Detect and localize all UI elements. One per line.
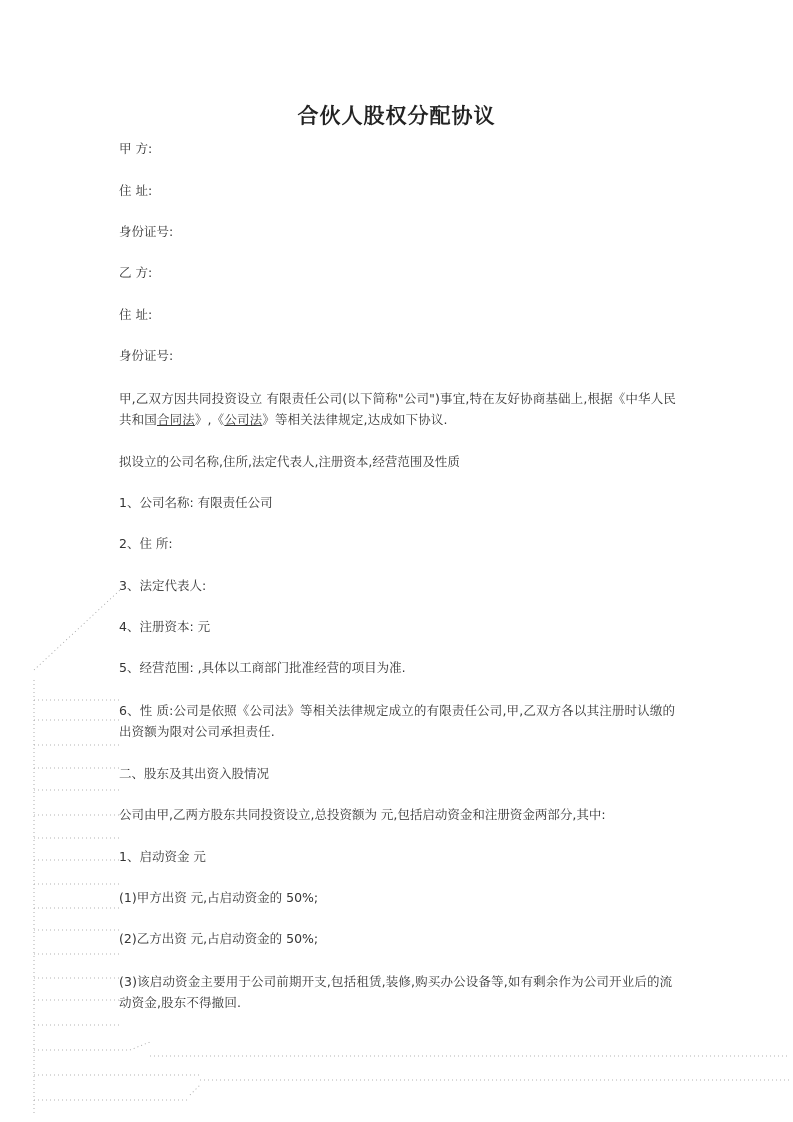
contract-law-link[interactable]: 合同法	[156, 412, 195, 427]
item-nature: 6、性 质:公司是依照《公司法》等相关法律规定成立的有限责任公司,甲,乙双方各以其注册时认缴的出资额为限对公司承担责任.	[119, 703, 676, 739]
preamble-text-1: 甲,乙双方因共同投资设立 有限责任公司(以下简称"公司")事宜,特在友好协商基础上,根据《中华人民共和国	[119, 391, 676, 427]
startup-party-b: (2)乙方出资 元,占启动资金的 50%;	[119, 931, 319, 946]
item-domicile: 2、住 所:	[119, 536, 173, 551]
dot-diagonal	[34, 590, 120, 670]
startup-party-a: (1)甲方出资 元,占启动资金的 50%;	[119, 890, 319, 905]
item-legal-rep: 3、法定代表人:	[119, 578, 207, 593]
item-scope: 5、经营范围: ,具体以工商部门批准经营的项目为准.	[119, 660, 406, 675]
party-b-label: 乙 方:	[119, 265, 153, 280]
document-title: 合伙人股权分配协议	[297, 103, 496, 128]
party-b-id: 身份证号:	[119, 348, 174, 363]
party-b-address: 住 址:	[119, 307, 153, 322]
investment-intro: 公司由甲,乙两方股东共同投资设立,总投资额为 元,包括启动资金和注册资金两部分,其中:	[119, 807, 606, 822]
company-law-link[interactable]: 公司法	[224, 412, 263, 427]
party-a-label: 甲 方:	[119, 141, 153, 156]
startup-fund: 1、启动资金 元	[119, 849, 206, 864]
party-a-id: 身份证号:	[119, 224, 174, 239]
section2-heading: 二、股东及其出资入股情况	[119, 766, 270, 781]
dot-row	[130, 1042, 150, 1050]
preamble-text-2: 》,《	[194, 412, 225, 427]
dot-row	[190, 1085, 200, 1095]
preamble-paragraph	[119, 388, 679, 430]
preamble-text-3: 》等相关法律规定,达成如下协议.	[262, 412, 448, 427]
item-capital: 4、注册资本: 元	[119, 619, 211, 634]
section1-heading: 拟设立的公司名称,住所,法定代表人,注册资本,经营范围及性质	[119, 454, 460, 469]
party-a-address: 住 址:	[119, 183, 153, 198]
startup-use: (3)该启动资金主要用于公司前期开支,包括租赁,装修,购买办公设备等,如有剩余作为公司开业后的流动资金,股东不得撤回.	[119, 974, 673, 1010]
item-company-name: 1、公司名称: 有限责任公司	[119, 495, 273, 510]
